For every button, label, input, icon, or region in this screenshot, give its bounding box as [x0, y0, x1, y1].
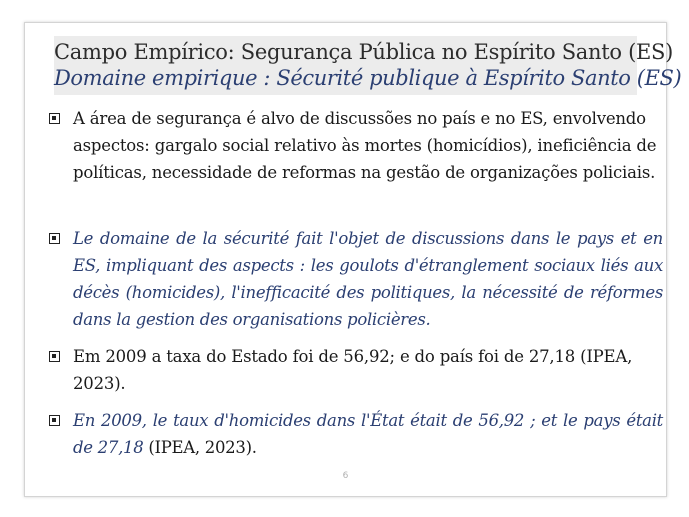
bullet-text-fr — [73, 407, 663, 461]
bullet-text-fr-body: En 2009, le taux d'homicides dans l'État était de 56,92 ; et le pays était de 27,18 — [73, 411, 663, 457]
slide-title-french: Domaine empirique : Sécurité publique à Espírito Santo (ES) — [54, 66, 682, 90]
square-bullet-icon — [49, 233, 60, 244]
bullet-text-pt: A área de segurança é alvo de discussões no país e no ES, envolvendo aspectos: gargalo social relativo às mortes (homicídios), ineficiência de políticas, necessidade de reformas na gestão de organizações policiais. — [73, 109, 657, 182]
slide — [24, 22, 682, 497]
title-bar — [54, 36, 682, 95]
citation: (IPEA, 2023). — [148, 438, 257, 457]
page-number: 6 — [342, 471, 349, 481]
square-bullet-icon — [49, 415, 60, 426]
slide-title-portuguese: Campo Empírico: Segurança Pública no Espírito Santo (ES) — [54, 40, 673, 64]
square-bullet-icon — [49, 113, 60, 124]
bullet-text-pt: Em 2009 a taxa do Estado foi de 56,92; e do país foi de 27,18 (IPEA, 2023). — [73, 347, 633, 393]
square-bullet-icon — [49, 351, 60, 362]
bullet-text-fr: Le domaine de la sécurité fait l'objet de discussions dans le pays et en ES, impliquant des aspects : les goulots d'étranglement sociaux liés aux décès (homicides), l'inefficacité des politiques, la nécessité de réformes dans la gestion des organisations policières. — [73, 229, 663, 329]
